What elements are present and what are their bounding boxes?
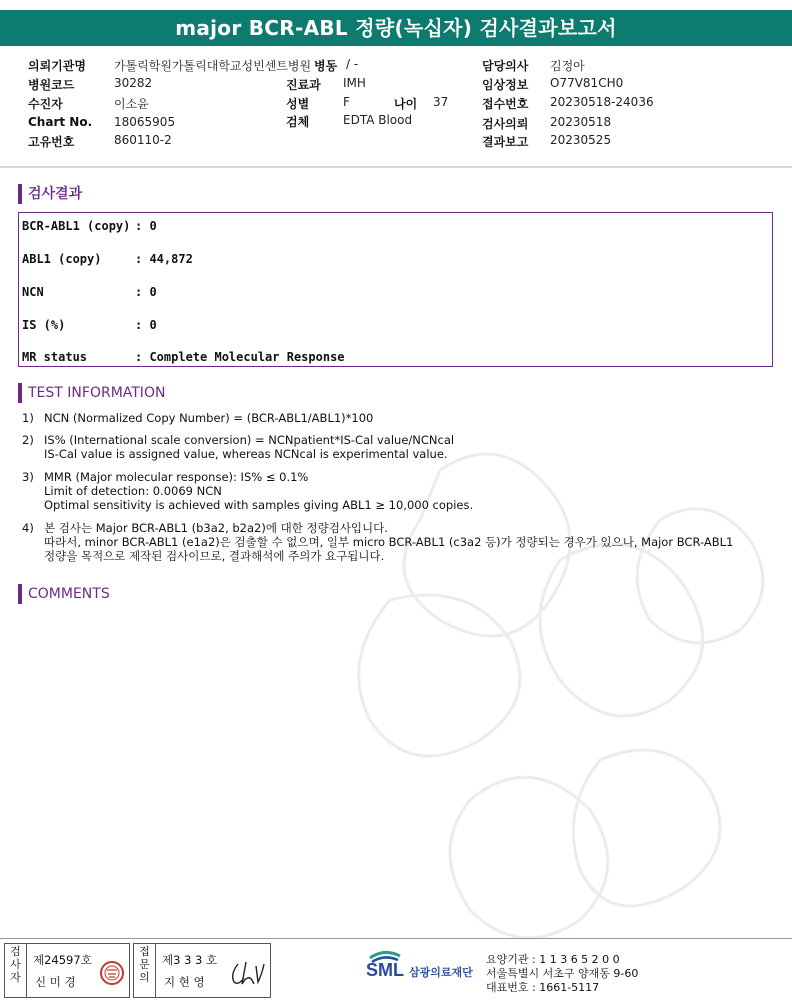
report-title: major BCR-ABL 정량(녹십자) 검사결과보고서 (0, 10, 792, 46)
sex-label: 성별 (286, 97, 310, 111)
item-line: MMR (Major molecular response): IS% ≤ 0.1% (44, 470, 309, 484)
footer-divider (0, 938, 792, 939)
header-divider (0, 166, 792, 168)
item-line: 정량을 목적으로 제작된 검사이므로, 결과해석에 주의가 요구됩니다. (44, 549, 385, 563)
sml-brand: SML (366, 960, 404, 980)
result-value: : 0 (135, 219, 157, 233)
specimen-label: 검체 (286, 115, 310, 129)
result-row (22, 285, 157, 299)
examiner-stamp (99, 960, 125, 986)
request-label: 검사의뢰 (482, 117, 529, 131)
result-label: NCN (22, 285, 44, 299)
hospital-label: 의뢰기관명 (28, 59, 86, 73)
confirmer-license-no: 제3 3 3 호 (162, 953, 218, 967)
result-value: : 0 (135, 285, 157, 299)
doctor-label: 담당의사 (482, 59, 529, 73)
confirmer-signature (226, 956, 266, 988)
result-label: MR status (22, 350, 88, 364)
result-value: : 44,872 (135, 252, 193, 266)
sex-value: F (343, 95, 350, 109)
examiner-vertical-label: 검 사 자 (5, 944, 27, 997)
item-line: IS-Cal value is assigned value, whereas NCNcal is experimental value. (44, 447, 448, 461)
result-row (22, 318, 157, 332)
results-heading: 검사결과 (18, 184, 82, 204)
result-label: BCR-ABL1 (copy) (22, 219, 131, 233)
result-label: IS (%) (22, 318, 66, 332)
item-line: 본 검사는 Major BCR-ABL1 (b3a2, b2a2)에 대한 정량검사입니다. (44, 521, 388, 535)
results-box (18, 212, 773, 367)
item-number: 4) (22, 521, 34, 535)
hospital-code-value: 30282 (114, 76, 153, 90)
confirmer-signature-box (133, 943, 271, 998)
sml-logo (366, 948, 476, 988)
result-row (22, 252, 193, 266)
result-value: : Complete Molecular Response (135, 350, 345, 364)
org-name: 삼광의료재단 (409, 966, 473, 979)
unique-id-value: 860110-2 (114, 133, 172, 147)
result-value: : 0 (135, 318, 157, 332)
examiner-signature-box (4, 943, 130, 998)
confirmer-name: 지 현 영 (164, 975, 205, 989)
patient-value: 이소윤 (114, 97, 149, 111)
item-number: 1) (22, 411, 34, 425)
item-number: 2) (22, 433, 34, 447)
clinical-label: 임상정보 (482, 78, 529, 92)
ward-value: / - (346, 57, 359, 71)
chart-no-label: Chart No. (28, 115, 93, 129)
item-line: NCN (Normalized Copy Number) = (BCR-ABL1/ABL1)*100 (44, 411, 374, 425)
item-number: 3) (22, 470, 34, 484)
examiner-license-no: 제24597호 (33, 953, 92, 967)
chart-no-value: 18065905 (114, 115, 176, 129)
institution-code: 요양기관 : 1 1 3 6 5 2 0 0 (486, 953, 620, 966)
comments-heading: COMMENTS (18, 584, 110, 604)
confirmer-vertical-label: 접 문 의 (134, 944, 156, 997)
item-line: IS% (International scale conversion) = NCNpatient*IS-Cal value/NCNcal (44, 433, 455, 447)
reception-value: 20230518-24036 (550, 95, 654, 109)
address: 서울특별시 서초구 양재동 9-60 (486, 967, 639, 980)
age-label: 나이 (394, 97, 418, 111)
item-line: Optimal sensitivity is achieved with samples giving ABL1 ≥ 10,000 copies. (44, 498, 474, 512)
hospital-code-label: 병원코드 (28, 78, 75, 92)
hospital-value: 가톨릭학원가톨릭대학교성빈센트병원 (114, 59, 312, 73)
request-value: 20230518 (550, 115, 612, 129)
report-date-label: 결과보고 (482, 135, 529, 149)
dept-label: 진료과 (286, 78, 321, 92)
test-info-heading: TEST INFORMATION (18, 383, 165, 403)
result-row (22, 350, 345, 364)
ward-label: 병동 (314, 59, 338, 73)
reception-label: 접수번호 (482, 97, 529, 111)
report-date-value: 20230525 (550, 133, 612, 147)
doctor-value: 김정아 (550, 59, 585, 73)
specimen-value: EDTA Blood (343, 113, 413, 127)
clinical-value: O77V81CH0 (550, 76, 624, 90)
phone: 대표번호 : 1661-5117 (486, 981, 600, 994)
examiner-name: 신 미 경 (35, 975, 76, 989)
dept-value: IMH (343, 76, 366, 90)
unique-id-label: 고유번호 (28, 135, 75, 149)
age-value: 37 (433, 95, 449, 109)
result-label: ABL1 (copy) (22, 252, 102, 266)
result-row (22, 219, 157, 233)
item-line: Limit of detection: 0.0069 NCN (44, 484, 222, 498)
item-line: 따라서, minor BCR-ABL1 (e1a2)은 검출할 수 없으며, 일부 micro BCR-ABL1 (c3a2 등)가 정량되는 경우가 있으나, Major BCR-ABL1 (44, 535, 734, 549)
patient-label: 수진자 (28, 97, 63, 111)
